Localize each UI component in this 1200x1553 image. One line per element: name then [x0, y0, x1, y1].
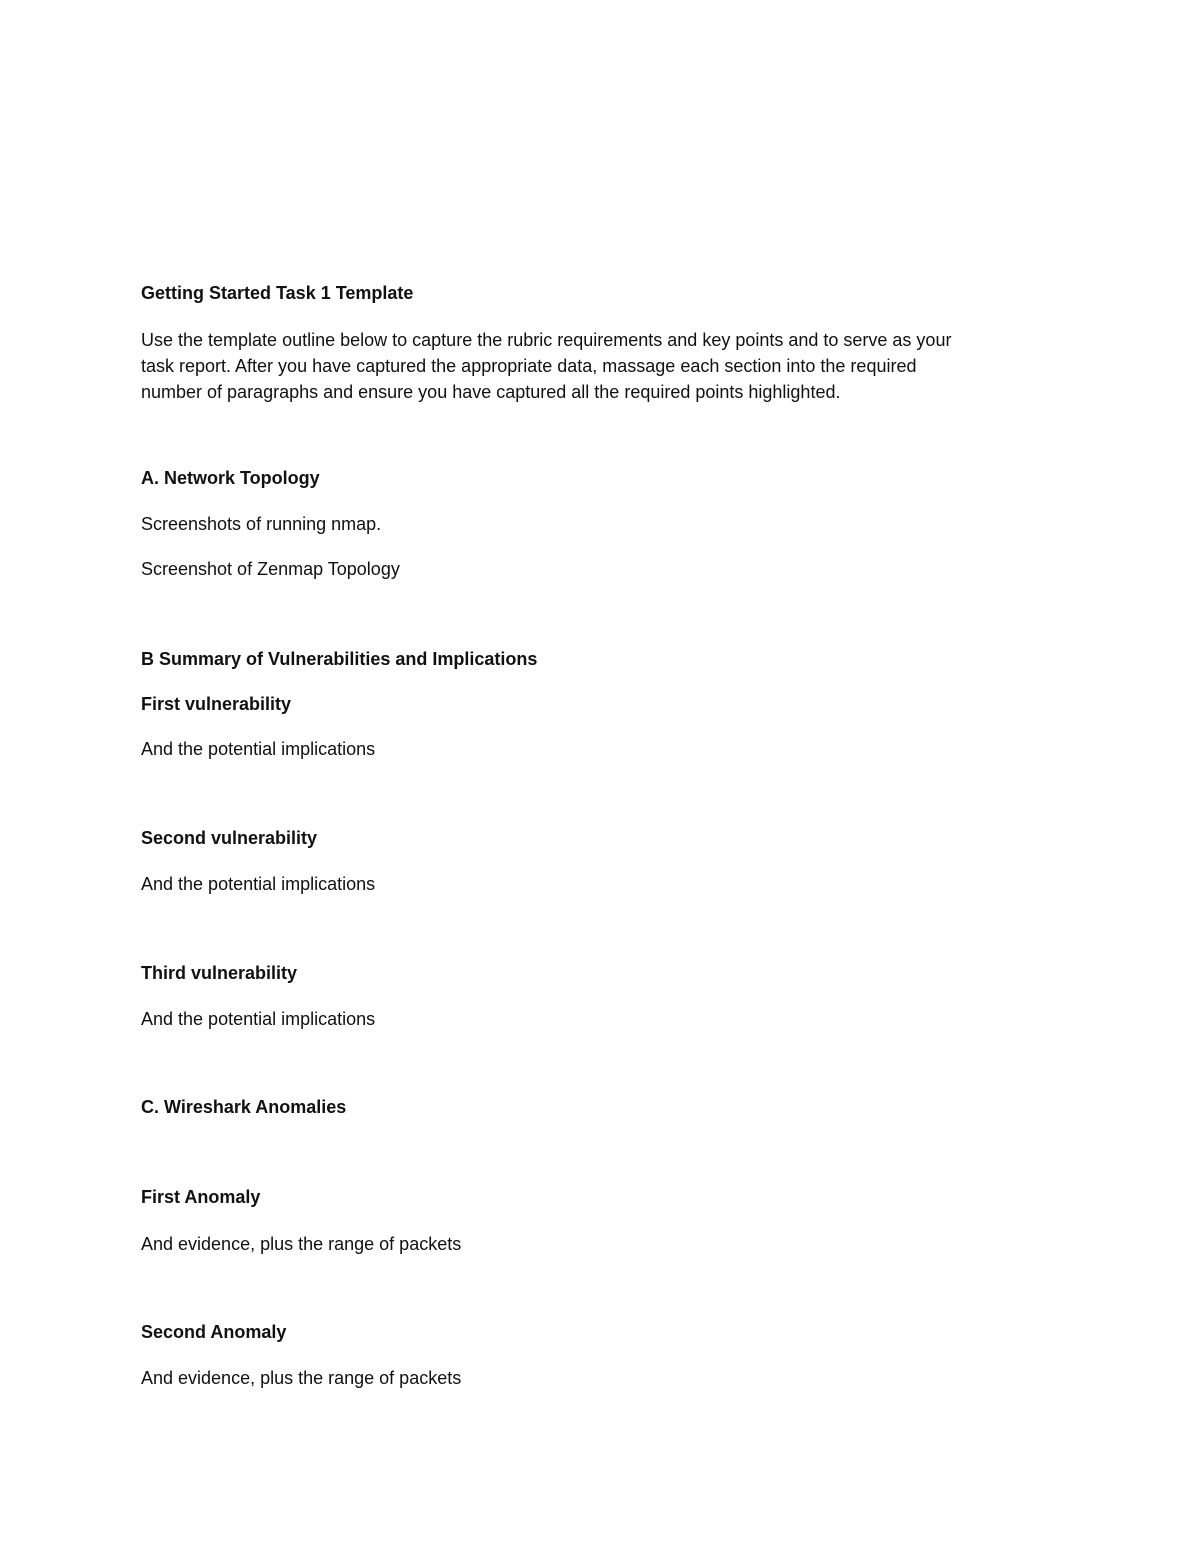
vulnerability-text: And the potential implications: [141, 739, 376, 759]
intro-paragraph: [141, 327, 1051, 405]
section-a-heading: A. Network Topology: [141, 468, 320, 488]
intro-line: task report. After you have captured the appropriate data, massage each section into the required: [141, 356, 917, 376]
anomaly-text: And evidence, plus the range of packets: [141, 1234, 462, 1254]
section-c-heading: C. Wireshark Anomalies: [141, 1097, 347, 1117]
intro-line: number of paragraphs and ensure you have captured all the required points highlighted.: [141, 382, 841, 402]
anomaly-text: And evidence, plus the range of packets: [141, 1368, 462, 1388]
vulnerability-heading: Second vulnerability: [141, 828, 318, 848]
document-title: Getting Started Task 1 Template: [141, 283, 414, 303]
vulnerability-heading: Third vulnerability: [141, 963, 298, 983]
section-b-heading: B Summary of Vulnerabilities and Implications: [141, 649, 538, 669]
vulnerability-text: And the potential implications: [141, 1009, 376, 1029]
vulnerability-heading: First vulnerability: [141, 694, 292, 714]
anomaly-heading: First Anomaly: [141, 1187, 261, 1207]
section-a-line: Screenshot of Zenmap Topology: [141, 559, 400, 579]
vulnerability-text: And the potential implications: [141, 874, 376, 894]
anomaly-heading: Second Anomaly: [141, 1322, 287, 1342]
intro-line: Use the template outline below to capture the rubric requirements and key points and to serve as your: [141, 330, 952, 350]
section-a-line: Screenshots of running nmap.: [141, 514, 382, 534]
